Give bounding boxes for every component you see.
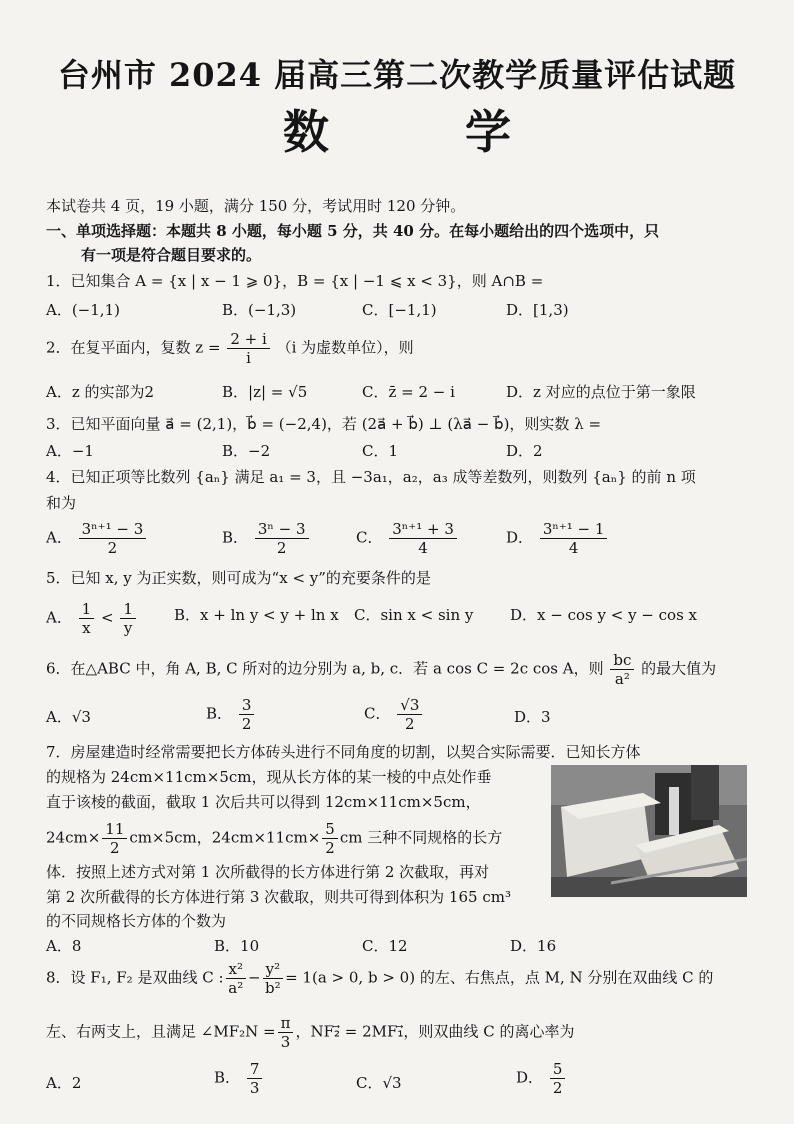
question-3-stem: 3．已知平面向量 a⃗ = (2,1)，b⃗ = (−2,4)，若 (2a⃗ + b⃗) ⊥ (λa⃗ − b⃗)，则实数 λ = (46, 415, 602, 433)
q8-text: = 1(a > 0, b > 0) 的左、右焦点，点 M, N 分别在双曲线 C 的 (285, 968, 714, 987)
question-6-option-b (206, 696, 256, 733)
saw-table (551, 877, 747, 897)
option-label: D． (506, 528, 534, 547)
exam-intro: 本试卷共 4 页，19 小题，满分 150 分，考试用时 120 分钟。 (46, 197, 466, 215)
q2-fraction (227, 330, 269, 367)
question-3-option-a: A．−1 (46, 442, 94, 460)
frac (239, 696, 255, 733)
frac-num: 3ⁿ⁺¹ + 3 (389, 520, 457, 539)
question-8-option-c: C．√3 (356, 1074, 402, 1092)
frac-num: 5 (322, 820, 338, 839)
question-1-option-c: C．[−1,1) (362, 301, 437, 319)
saw-arm (691, 765, 719, 820)
question-5-option-d: D．x − cos y < y − cos x (510, 606, 698, 624)
frac (397, 696, 422, 733)
frac-den: 2 (107, 539, 118, 557)
question-4-option-d (506, 520, 609, 557)
question-1-option-d: D．[1,3) (506, 301, 569, 319)
question-4-option-c (356, 520, 459, 557)
question-5-option-b: B．x + ln y < y + ln x (174, 606, 339, 624)
question-2-option-b: B．|z| = √5 (222, 383, 308, 401)
frac-num: 3ⁿ⁺¹ − 3 (79, 520, 147, 539)
question-1-option-a: A．(−1,1) (46, 301, 120, 319)
question-7-line: 直于该棱的截面，截取 1 次后共可以得到 12cm×11cm×5cm， (46, 793, 481, 811)
frac-num: 3ⁿ − 3 (255, 520, 309, 539)
frac (322, 820, 338, 857)
frac-den: 2 (110, 839, 120, 857)
q8-text: 左、右两支上，且满足 ∠MF₂N = (46, 1022, 276, 1041)
q7-text: cm×5cm，24cm×11cm× (129, 828, 321, 847)
question-1-stem: 1．已知集合 A = {x | x − 1 ⩾ 0}，B = {x | −1 ⩽ x < 3}，则 A∩B = (46, 272, 544, 290)
frac-num: √3 (397, 696, 422, 715)
question-8-option-d (516, 1060, 567, 1097)
frac-num: 1 (79, 600, 95, 619)
frac-den: 2 (552, 1079, 563, 1097)
frac-num: 1 (120, 600, 136, 619)
frac-den: 4 (418, 539, 428, 557)
section-heading-cont: 有一项是符合题目要求的。 (81, 246, 262, 264)
q2-stem-part: 2．在复平面内，复数 z = (46, 338, 221, 357)
less-than-sign: < (100, 608, 114, 627)
frac-den: 2 (405, 715, 415, 733)
frac (550, 1060, 566, 1097)
question-4-stem: 4．已知正项等比数列 {aₙ} 满足 a₁ = 3，且 −3a₁，a₂，a₃ 成等差数列，则数列 {aₙ} 的前 n 项 (46, 468, 696, 486)
option-label: D． (516, 1068, 544, 1087)
option-label: B． (222, 528, 249, 547)
frac-num: bc (610, 651, 634, 670)
question-7-option-c: C．12 (362, 937, 408, 955)
question-7-option-b: B．10 (214, 937, 260, 955)
question-2-option-c: C．z̄ = 2 − i (362, 383, 455, 401)
question-4-option-b (222, 520, 311, 557)
frac-num: π (278, 1014, 294, 1033)
q4-c-fraction (389, 520, 457, 557)
frac-num: x² (226, 960, 246, 979)
question-7-option-d: D．16 (510, 937, 557, 955)
section-heading: 一、单项选择题：本题共 8 小题，每小题 5 分，共 40 分。在每小题给出的四个选项中，只 (46, 222, 660, 240)
question-6-stem (46, 651, 716, 688)
question-6-option-a: A．√3 (46, 708, 91, 726)
question-7-line: 第 2 次所截得的长方体进行第 3 次截取，则共可得到体积为 165 cm³ (46, 888, 511, 906)
question-7-line: 7．房屋建造时经常需要把长方体砖头进行不同角度的切割，以契合实际需要．已知长方体 (46, 743, 641, 761)
option-label: B． (214, 1068, 241, 1087)
q2-frac-den: i (246, 349, 251, 367)
question-6-option-c (364, 696, 424, 733)
q7-text: 24cm× (46, 828, 101, 847)
option-label: C． (356, 528, 383, 547)
question-6-option-d: D．3 (514, 708, 551, 726)
frac (102, 820, 127, 857)
option-label: C． (364, 704, 391, 723)
frac-den: 4 (568, 539, 579, 557)
frac (226, 960, 246, 997)
question-3-option-d: D．2 (506, 442, 543, 460)
frac (278, 1014, 294, 1051)
question-4-stem-cont: 和为 (46, 494, 77, 512)
q2-stem-part: （i 为虚数单位），则 (276, 338, 414, 357)
brick-cutting-illustration (551, 765, 747, 897)
frac-den: a² (614, 670, 630, 688)
question-7-option-a: A．8 (46, 937, 82, 955)
q6-fraction (610, 651, 634, 688)
frac (79, 600, 95, 637)
question-2-stem (46, 330, 414, 367)
q4-a-fraction (79, 520, 147, 557)
question-7-line: 体．按照上述方式对第 1 次所截得的长方体进行第 2 次截取，再对 (46, 863, 490, 881)
frac-num: 7 (247, 1060, 263, 1079)
q4-b-fraction (255, 520, 309, 557)
q8-text: ，NF₂⃗ = 2MF₁⃗，则双曲线 C 的离心率为 (295, 1022, 575, 1041)
frac-den: 2 (325, 839, 335, 857)
question-7-line (46, 820, 502, 857)
frac-num: y² (263, 960, 284, 979)
question-4-option-a (46, 520, 148, 557)
question-7-line: 的不同规格长方体的个数为 (46, 912, 227, 930)
question-1-option-b: B．(−1,3) (222, 301, 297, 319)
saw-blade (669, 787, 679, 835)
option-label: A． (46, 608, 72, 627)
frac-den: 3 (280, 1033, 291, 1051)
q7-text: cm 三种不同规格的长方 (339, 828, 503, 847)
frac-den: 2 (276, 539, 287, 557)
question-2-option-a: A．z 的实部为2 (46, 383, 155, 401)
q2-frac-num: 2 + i (227, 330, 269, 349)
exam-title: 台州市 2024 届高三第二次教学质量评估试题 (57, 56, 737, 94)
frac-den: 3 (249, 1079, 260, 1097)
question-5-stem: 5．已知 x, y 为正实数，则可成为“x < y”的充要条件的是 (46, 569, 431, 587)
question-7-line: 的规格为 24cm×11cm×5cm，现从长方体的某一棱的中点处作垂 (46, 768, 492, 786)
frac-den: a² (228, 979, 244, 997)
option-label: B． (206, 704, 233, 723)
q8-text: 8．设 F₁, F₂ 是双曲线 C : (46, 968, 224, 987)
frac-den: b² (265, 979, 281, 997)
question-8-option-a: A．2 (46, 1074, 82, 1092)
question-8-stem-cont (46, 1014, 574, 1051)
question-2-option-d: D．z 对应的点位于第一象限 (506, 383, 696, 401)
frac-num: 5 (550, 1060, 566, 1079)
option-label: A． (46, 528, 72, 547)
question-3-option-b: B．−2 (222, 442, 271, 460)
question-5-option-c: C．sin x < sin y (354, 606, 474, 624)
frac-den: y (123, 619, 133, 637)
brick-cutting-photo (551, 765, 747, 897)
frac (247, 1060, 263, 1097)
frac-den: x (82, 619, 91, 637)
question-5-option-a (46, 600, 138, 637)
q4-d-fraction (540, 520, 608, 557)
q6-stem-part: 的最大值为 (641, 659, 717, 678)
frac-den: 2 (241, 715, 252, 733)
q6-stem-part: 6．在△ABC 中，角 A, B, C 所对的边分别为 a, b, c．若 a cos C = 2c cos A，则 (46, 659, 604, 678)
subject-title: 数 学 (282, 105, 571, 159)
question-8-option-b (214, 1060, 264, 1097)
frac-num: 3 (239, 696, 255, 715)
question-8-stem (46, 960, 713, 997)
question-3-option-c: C．1 (362, 442, 399, 460)
frac-num: 11 (102, 820, 127, 839)
frac (120, 600, 136, 637)
frac (263, 960, 284, 997)
frac-num: 3ⁿ⁺¹ − 1 (540, 520, 608, 539)
minus-sign: − (248, 968, 261, 987)
